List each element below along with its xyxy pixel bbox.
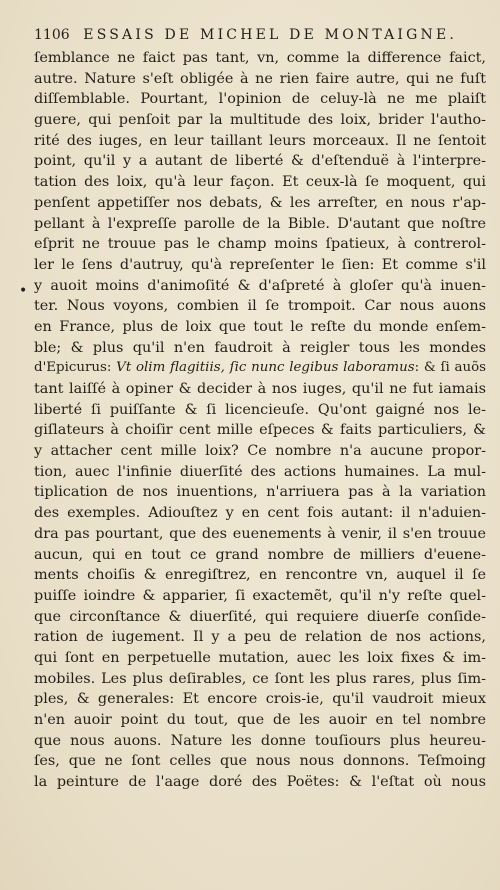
text-line: pellant à l'expreſſe parolle de la Bible. D'autant que noſtre xyxy=(34,215,486,232)
text-line: point, qu'il y a autant de liberté & d'eſtenduë à l'interpre- xyxy=(34,153,486,170)
text-line: que circonſtance & diuerſité, qui requiere diuerſe conſide- xyxy=(34,608,486,625)
text-line: ter. Nous voyons, combien il ſe trompoit. Car nous auons xyxy=(34,298,486,315)
text-line: ments choiſis & enregiſtrez, en rencontre vn, auquel il ſe xyxy=(34,567,486,584)
text-line: ples, & generales: Et encore crois-ie, qu'il vaudroit mieux xyxy=(34,691,486,708)
text-line: tiplication de nos inuentions, n'arriuera pas à la variation xyxy=(34,484,486,501)
text-line: diſſemblable. Pourtant, l'opinion de celuy-là ne me plaiſt xyxy=(34,91,486,108)
text-line: n'en auoir point du tout, que de les auoir en tel nombre xyxy=(34,712,486,728)
text-line: guere, qui penſoit par la multitude des loix, brider l'autho- xyxy=(34,112,486,129)
text-line xyxy=(34,358,486,379)
running-title: ESSAIS DE MICHEL DE MONTAIGNE. xyxy=(83,27,458,43)
text-line: mobiles. Les plus deſirables, ce ſont les plus rares, plus ſim- xyxy=(34,670,486,687)
text-line: eſprit ne trouue pas le champ moins ſpatieux, à contrerol- xyxy=(34,236,486,253)
text-line: dra pas pourtant, que des euenements à venir, il s'en trouue xyxy=(34,525,486,542)
text-line: ble; & plus qu'il n'en faudroit à reigler tous les mondes xyxy=(34,339,486,356)
text-line: giſlateurs à choiſir cent mille eſpeces & faits particuliers, & xyxy=(34,422,486,439)
text-line: y attacher cent mille loix? Ce nombre n'a aucune propor- xyxy=(34,443,486,460)
text-line: puiſſe ioindre & apparier, ſi exactemẽt, qu'il n'y reſte quel- xyxy=(34,587,486,604)
line-text-before: d'Epicurus: xyxy=(34,360,117,376)
text-line: que nous auons. Nature les donne touſiours plus heureu- xyxy=(34,732,486,749)
text-line: tion, auec l'infinie diuerſité des actions humaines. La mul- xyxy=(34,463,486,480)
page-number: 1106 xyxy=(34,27,70,43)
text-line: ration de iugement. Il y a peu de relation de nos actions, xyxy=(34,629,486,646)
text-line: en France, plus de loix que tout le reſte du monde enſem- xyxy=(34,318,486,335)
text-block xyxy=(34,48,486,793)
text-line: ſes, que ne ſont celles que nous nous donnons. Teſmoing xyxy=(34,753,486,770)
latin-quotation: Vt olim flagitiis, ſic nunc legibus laboramus xyxy=(116,360,415,376)
text-line: rité des iuges, en leur taillant leurs morceaux. Il ne ſentoit xyxy=(34,132,486,149)
text-line: ler le ſens d'autruy, qu'à repreſenter le ſien: Et comme s'il xyxy=(34,256,486,273)
text-line: autre. Nature s'eſt obligée à ne rien faire autre, qui ne fuſt xyxy=(34,70,486,87)
text-line: des exemples. Adiouſtez y en cent fois autant: il n'aduien- xyxy=(34,505,486,522)
text-line: aucun, qui en tout ce grand nombre de milliers d'euene- xyxy=(34,546,486,563)
text-line: la peinture de l'aage doré des Poëtes: & l'eſtat où nous xyxy=(34,774,486,791)
text-line: tation des loix, qu'à leur façon. Et ceux-là ſe moquent, qui xyxy=(34,174,486,191)
text-line: y auoit moins d'animoſité & d'aſpreté à gloſer qu'à inuen- xyxy=(34,277,486,294)
running-header xyxy=(34,27,474,43)
text-line: tant laiſſé à opiner & decider à nos iuges, qu'il ne fut iamais xyxy=(34,381,486,397)
line-text-after: : & ſi auõs xyxy=(414,360,487,376)
text-line: penſent appetiſſer nos debats, & les arreſter, en nous r'ap- xyxy=(34,194,486,211)
text-line: ſemblance ne faict pas tant, vn, comme la difference faict, xyxy=(34,50,486,66)
text-line: qui ſont en perpetuelle mutation, auec les loix fixes & im- xyxy=(34,649,486,666)
text-line: liberté ſi puiſſante & ſi licencieuſe. Qu'ont gaigné nos le- xyxy=(34,401,486,418)
margin-mark: • xyxy=(19,283,28,299)
